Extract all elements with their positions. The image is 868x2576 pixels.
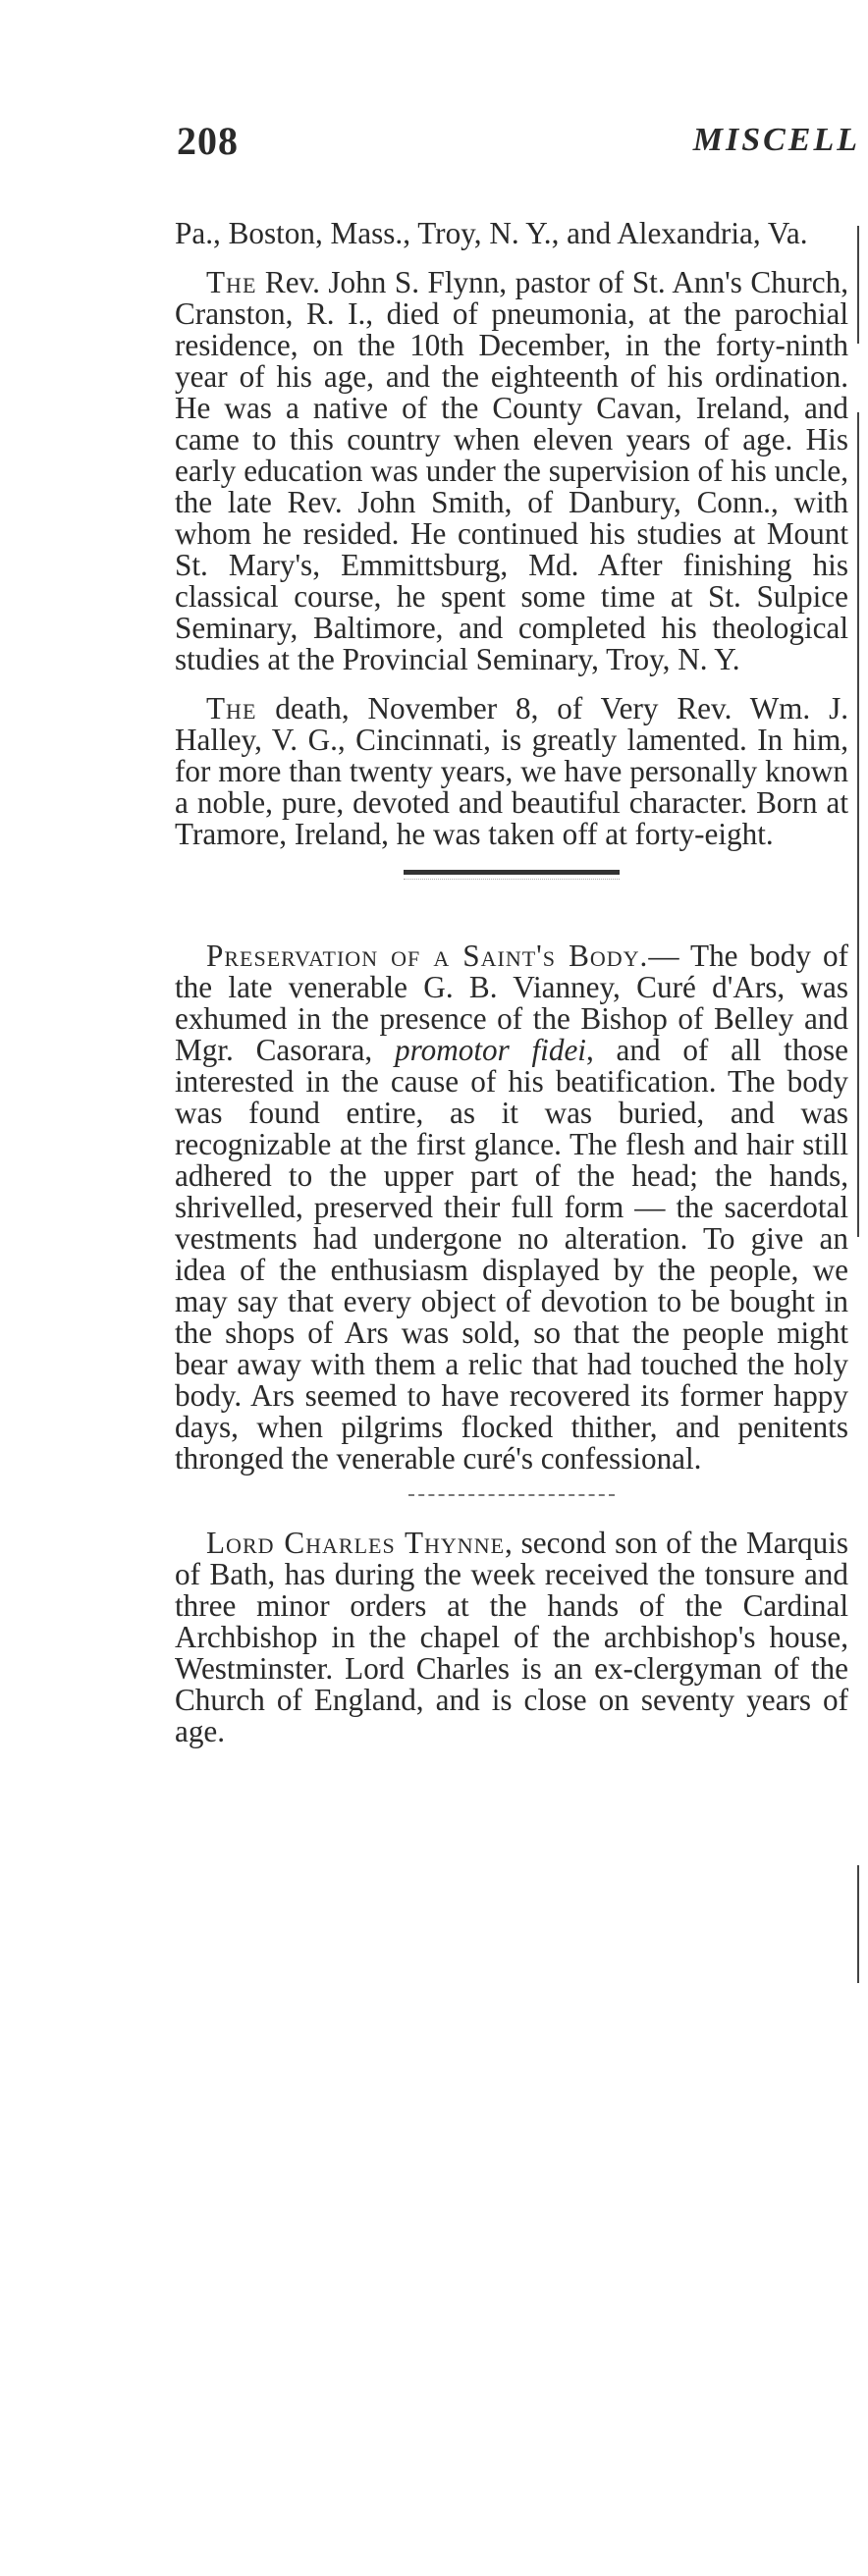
paragraph-text: , second son of the Marquis of Bath, has during the week received the tonsure and three minor orders at the hands of the Cardinal Archbishop in the chapel of the archbishop's house, Westminster. Lord Charles is an ex-clergyman of the Church of England, and is close on seventy years of age.	[175, 1526, 848, 1748]
text-column	[175, 218, 848, 1765]
paragraph-lead: Preservation of a Saint's Body.	[206, 939, 649, 973]
column-edge-line	[857, 412, 859, 1237]
column-edge-line	[857, 226, 859, 344]
paragraph-flynn	[175, 267, 848, 675]
paragraph-text: , and of all those interested in the cause of his beatification. The body was found entire, as it was buried, and was recognizable at the first glance. The flesh and hair still adhered to the upper part of the head; the hands, shrivelled, preserved their full form — the sacerdotal vestments had undergone no alteration. To give an idea of the enthusiasm displayed by the people, we may say that every object of devotion to be bought in the shops of Ars was sold, so that the people might bear away with them a relic that had touched the holy body. Ars seemed to have recovered its former happy days, when pilgrims flocked thither, and penitents thronged the venerable curé's confessional.	[175, 1033, 848, 1476]
italic-phrase: promotor fidei	[395, 1033, 586, 1067]
paragraph-halley	[175, 693, 848, 850]
paragraph-lead: The	[206, 691, 257, 725]
paragraph-text: — The body of the late venerable G. B. Vianney, Curé d'Ars, was exhumed in the presence of the Bishop of Belley and Mgr. Casorara,	[175, 939, 848, 1067]
section-divider-sub	[404, 879, 620, 882]
paragraph-text: death, November 8, of Very Rev. Wm. J. Halley, V. G., Cincinnati, is greatly lamented. In him, for more than twenty years, we have personally known a noble, pure, devoted and beautiful character. Born at Tramore, Ireland, he was taken off at forty-eight.	[175, 691, 848, 851]
paragraph-continuation	[175, 218, 848, 249]
paragraph-lead: Lord Charles Thynne	[206, 1526, 506, 1560]
section-divider-light	[408, 1494, 615, 1496]
paragraph-text: Pa., Boston, Mass., Troy, N. Y., and Alexandria, Va.	[175, 216, 808, 250]
section-divider	[404, 870, 620, 875]
paragraph-thynne	[175, 1528, 848, 1747]
page-number: 208	[177, 119, 239, 163]
column-edge-line	[857, 1865, 859, 1983]
paragraph-text: Rev. John S. Flynn, pastor of St. Ann's Church, Cranston, R. I., died of pneumonia, at the parochial residence, on the 10th December, in the forty-ninth year of his age, and the eighteenth of his ordination. He was a native of the County Cavan, Ireland, and came to this country when eleven years of age. His early education was under the supervision of his uncle, the late Rev. John Smith, of Danbury, Conn., with whom he resided. He continued his studies at Mount St. Mary's, Emmittsburg, Md. After finishing his classical course, he spent some time at St. Sulpice Seminary, Baltimore, and completed his theological studies at the Provincial Seminary, Troy, N. Y.	[175, 265, 848, 676]
page-header	[177, 118, 864, 177]
paragraph-vianney	[175, 940, 848, 1475]
running-title: MISCELL	[692, 122, 860, 158]
paragraph-lead: The	[206, 265, 257, 299]
